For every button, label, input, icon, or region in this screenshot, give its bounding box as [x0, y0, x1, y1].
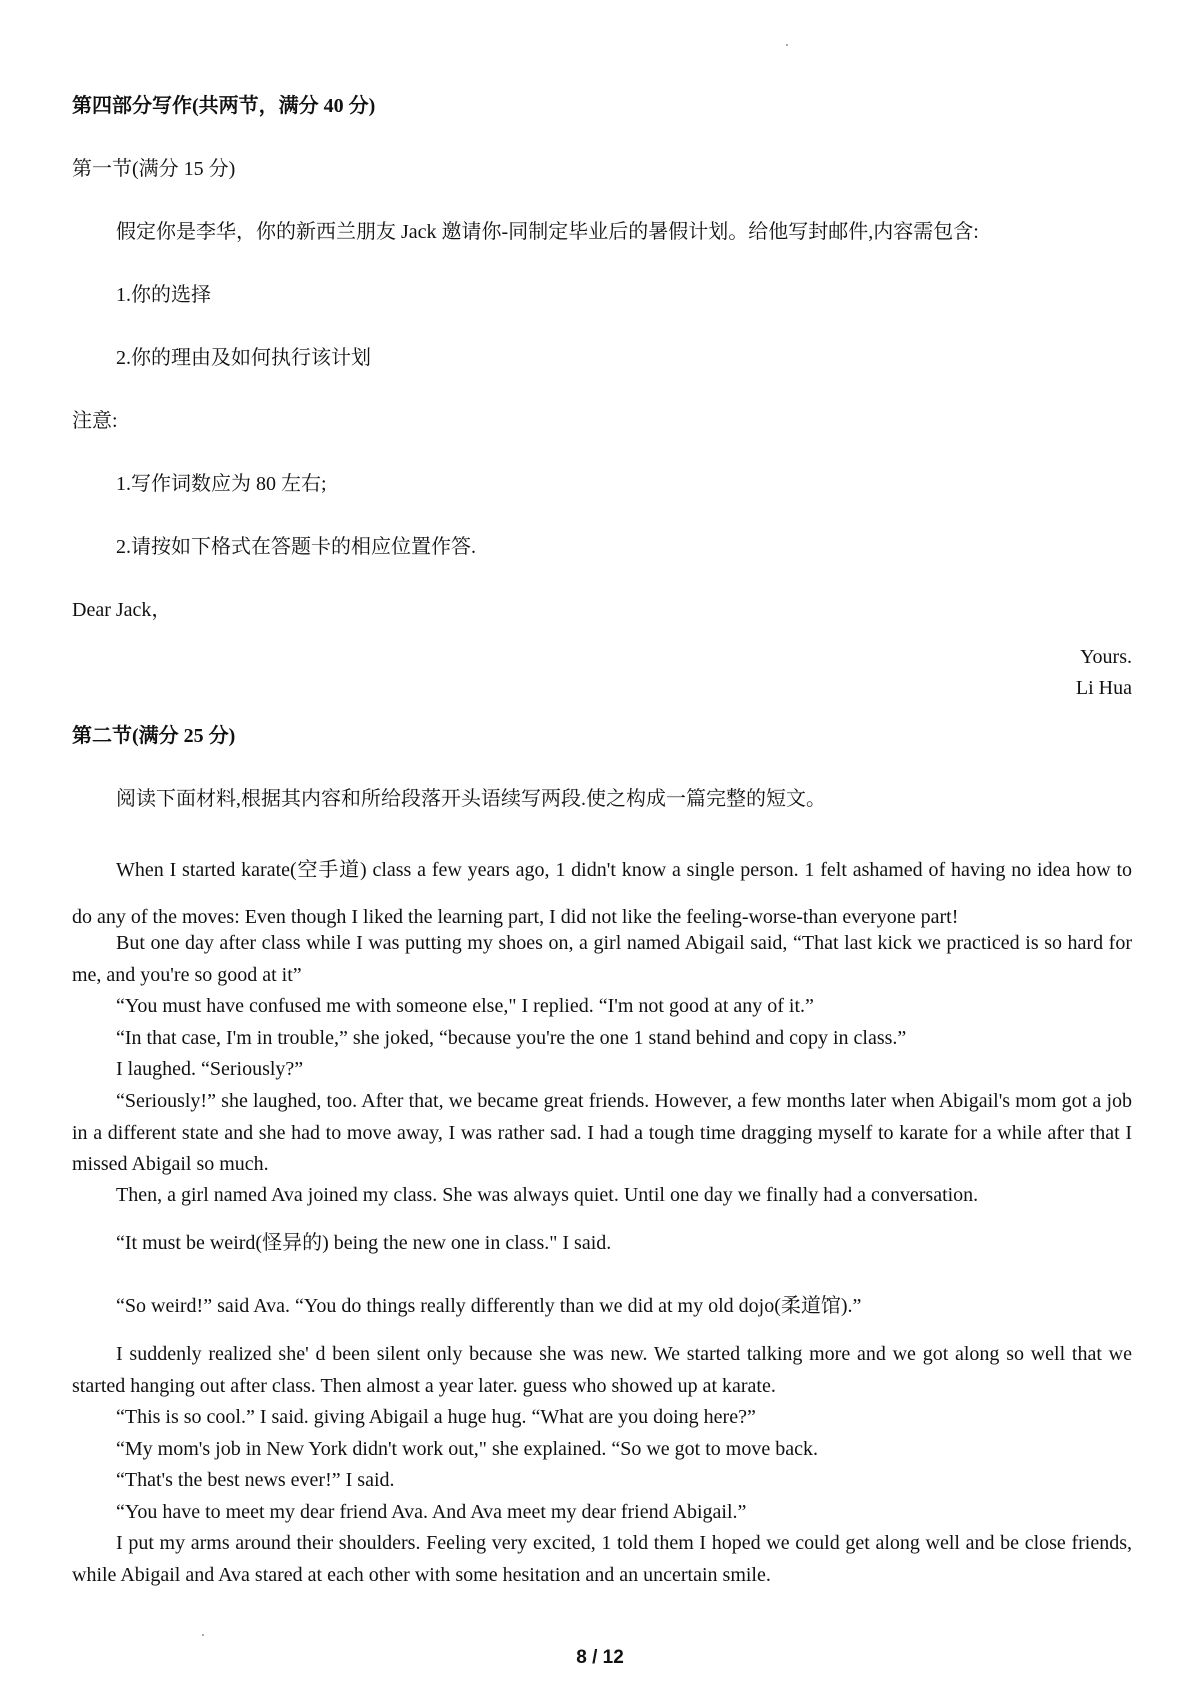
- story-paragraph-3: “You must have confused me with someone else," I replied. “I'm not good at any of it.”: [116, 995, 814, 1017]
- story-paragraph-7: Then, a girl named Ava joined my class. She was always quiet. Until one day we finally had a conversation.: [116, 1184, 979, 1206]
- story-paragraph-9: “So weird!” said Ava. “You do things really differently than we did at my old dojo(柔道馆).”: [116, 1295, 862, 1317]
- letter-salutation: Dear Jack，: [72, 599, 172, 621]
- story-paragraph-8: “It must be weird(怪异的) being the new one in class." I said.: [116, 1232, 612, 1254]
- story-paragraph-10: I suddenly realized she' d been silent only because she was new. We started talking more and we got along so well that we started hanging out after class. Then almost a year later. guess who showed up at karate.: [72, 1343, 1132, 1397]
- story-paragraph-1: When I started karate(空手道) class a few years ago, 1 didn't know a single person. 1 felt ashamed of having no idea how to do any of the moves: Even though I liked the learning part, I did not like the feeling-worse-than everyone part!: [72, 859, 1132, 928]
- section1-point-2: 2.你的理由及如何执行该计划: [116, 347, 371, 369]
- document-page: [72, 0, 1132, 1698]
- notice-2: 2.请按如下格式在答题卡的相应位置作答.: [116, 536, 476, 558]
- notice-label: 注意:: [72, 410, 118, 432]
- section1-point-1: 1.你的选择: [116, 284, 211, 306]
- section2-title: 第二节(满分 25 分): [72, 725, 236, 747]
- notice-1: 1.写作词数应为 80 左右;: [116, 473, 327, 495]
- story-paragraph-13: “That's the best news ever!” I said.: [116, 1469, 395, 1491]
- section1-prompt: 假定你是李华，你的新西兰朋友 Jack 邀请你-同制定毕业后的暑假计划。给他写封邮件,内容需包含:: [116, 221, 979, 243]
- story-paragraph-2: But one day after class while I was putting my shoes on, a girl named Abigail said, “That last kick we practiced is so hard for me, and you're so good at it”: [72, 932, 1132, 986]
- letter-signature: Li Hua: [1075, 677, 1132, 699]
- story-paragraph-4: “In that case, I'm in trouble,” she joked, “because you're the one 1 stand behind and copy in class.”: [116, 1027, 907, 1049]
- story-paragraph-11: “This is so cool.” I said. giving Abigail a huge hug. “What are you doing here?”: [116, 1406, 756, 1428]
- part-title: 第四部分写作(共两节，满分 40 分): [72, 95, 376, 117]
- scan-speck: [202, 1634, 204, 1636]
- story-paragraph-5: I laughed. “Seriously?”: [116, 1058, 304, 1080]
- story-paragraph-15: I put my arms around their shoulders. Feeling very excited, 1 told them I hoped we could get along well and be close friends, while Abigail and Ava stared at each other with some hesitation and an uncertain smile.: [72, 1532, 1132, 1586]
- story-paragraph-12: “My mom's job in New York didn't work out," she explained. “So we got to move back.: [116, 1438, 818, 1460]
- section2-instruction: 阅读下面材料,根据其内容和所给段落开头语续写两段.使之构成一篇完整的短文。: [116, 788, 826, 810]
- section1-title: 第一节(满分 15 分): [72, 158, 236, 180]
- scan-speck: [786, 44, 788, 46]
- letter-closing: Yours.: [1080, 646, 1132, 668]
- story-paragraph-14: “You have to meet my dear friend Ava. And Ava meet my dear friend Abigail.”: [116, 1501, 747, 1523]
- story-paragraph-6: “Seriously!” she laughed, too. After that, we became great friends. However, a few months later when Abigail's mom got a job in a different state and she had to move away, I was rather sad. I had a tough time dragging myself to karate for a while after that I missed Abigail so much.: [72, 1090, 1132, 1175]
- page-number: 8 / 12: [576, 1647, 624, 1668]
